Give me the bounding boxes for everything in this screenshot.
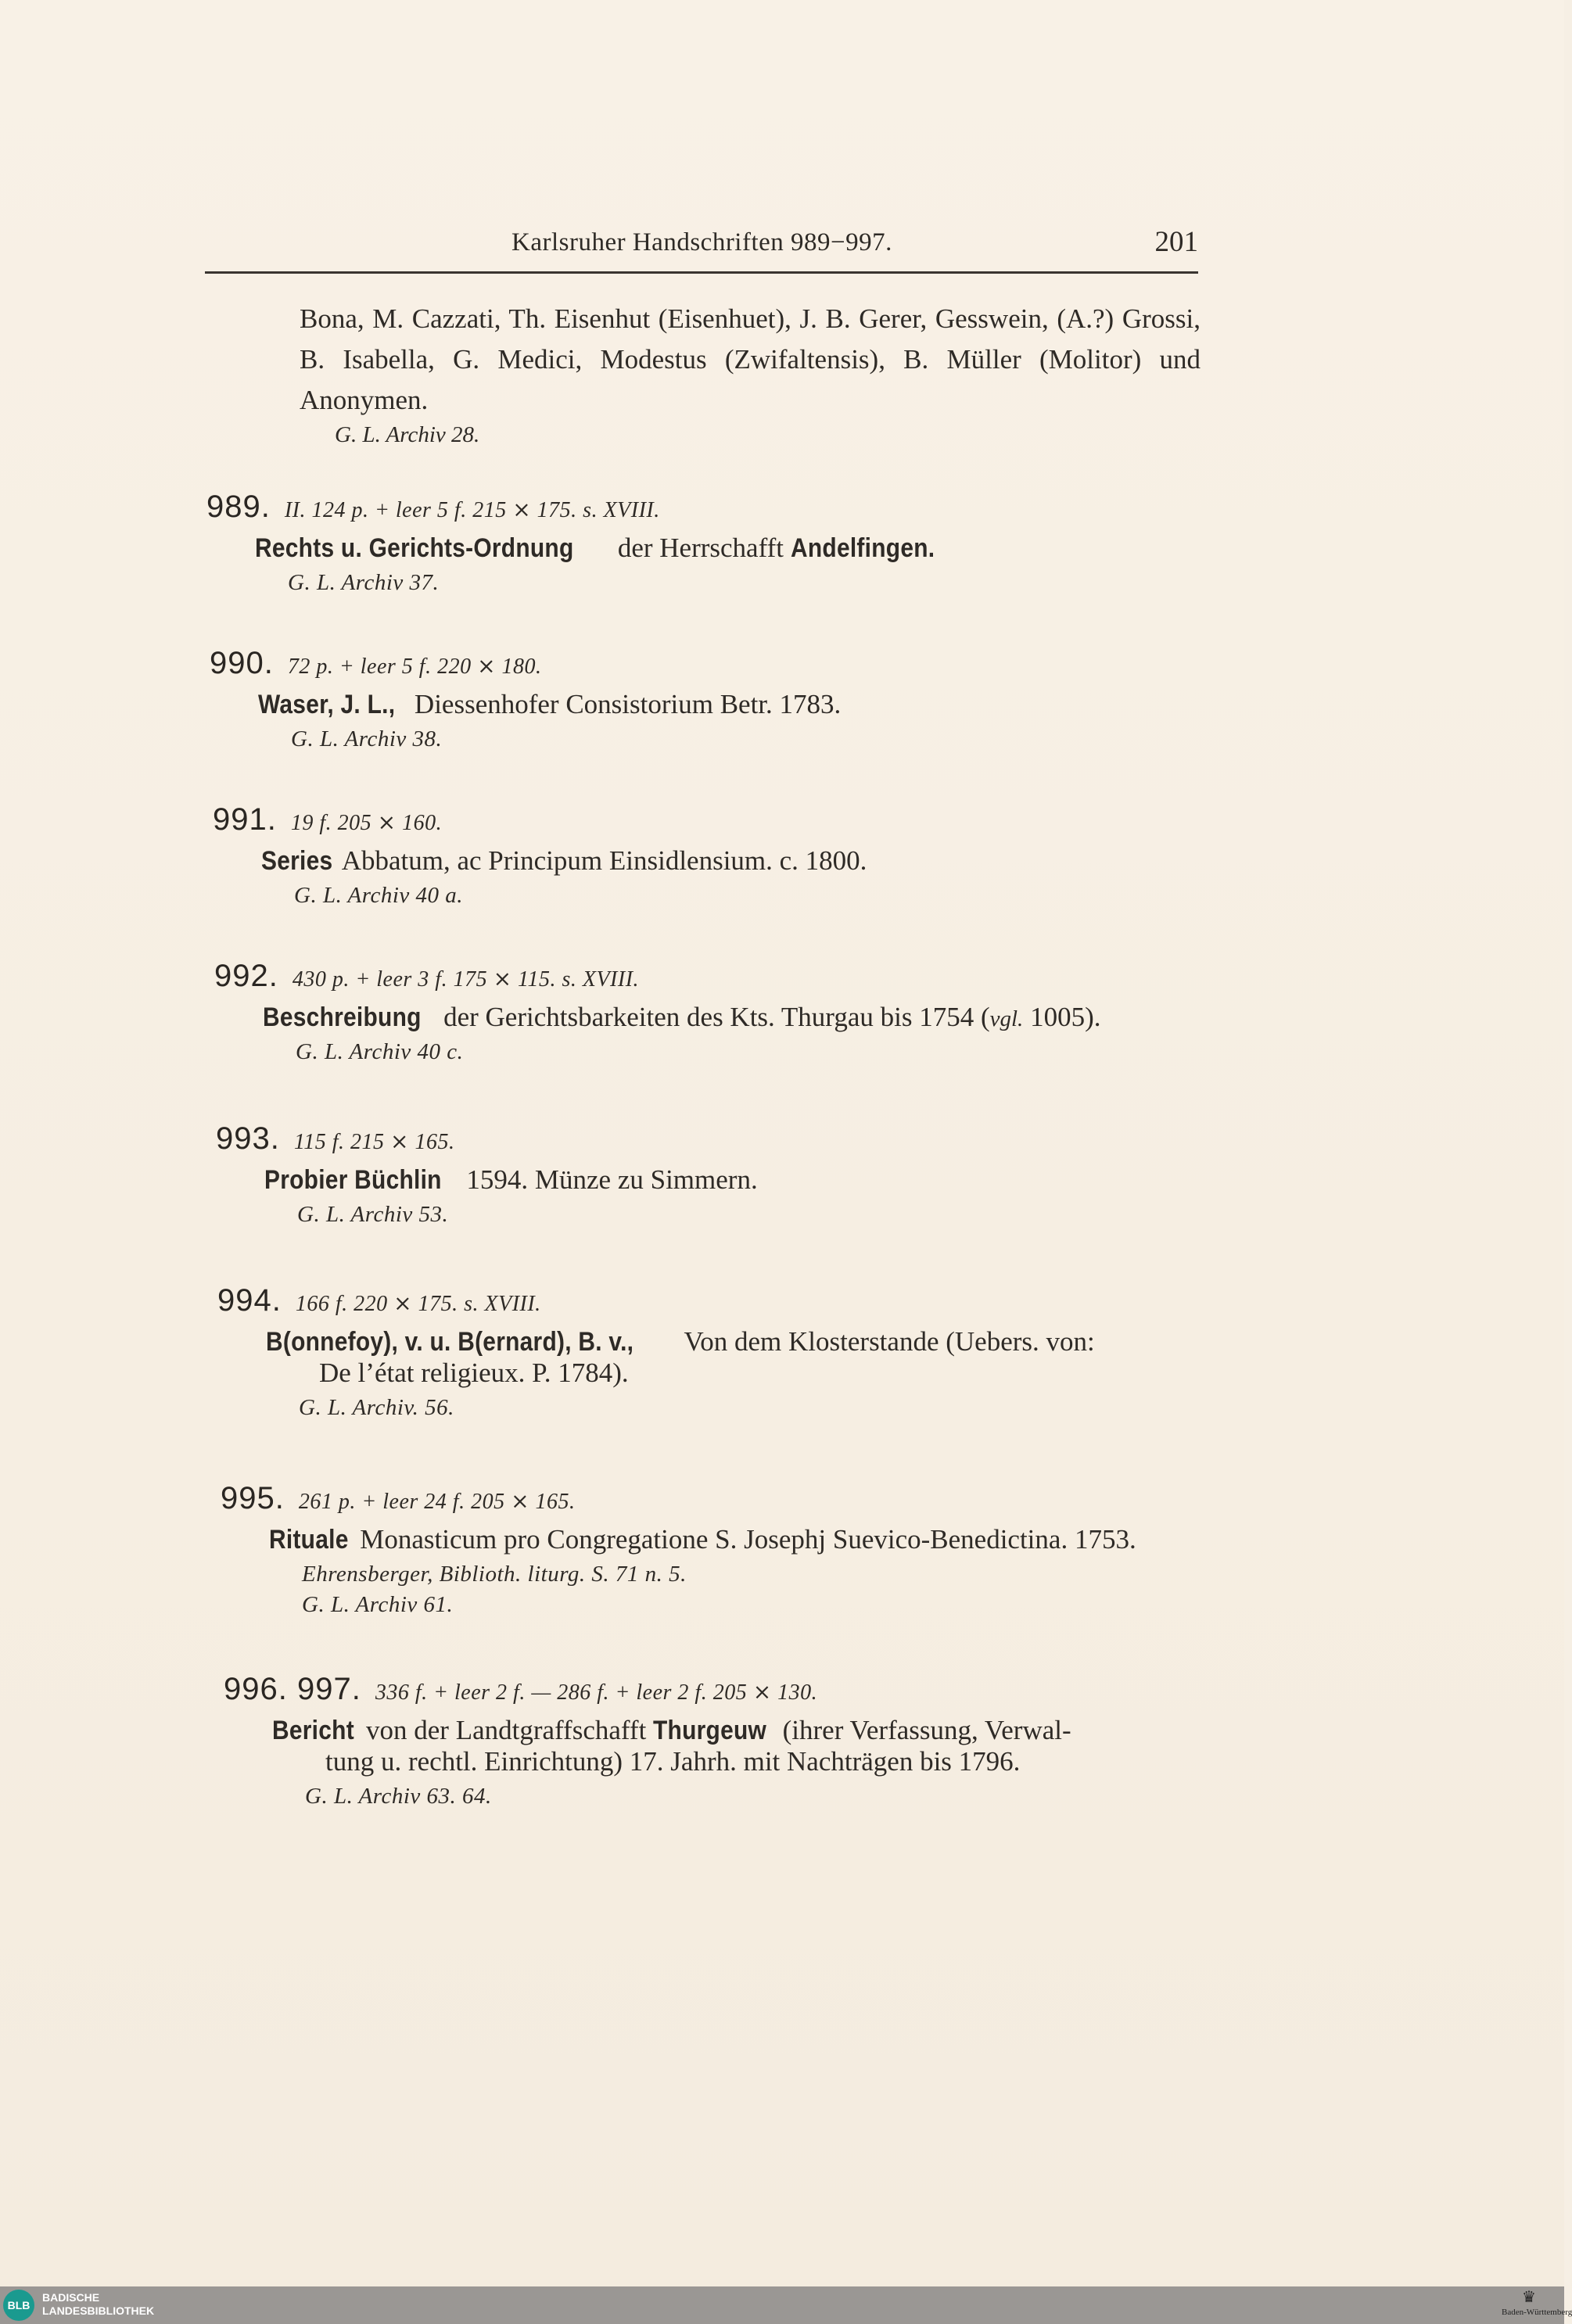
entry-title <box>269 1524 1136 1555</box>
entry-title-bold-2: Andelfingen. <box>790 533 935 563</box>
entry-number: 994. <box>217 1283 282 1318</box>
catalog-entry-995 <box>221 1481 1136 1618</box>
entry-collation: 72 p. + leer 5 f. 220 ⨯ 180. <box>287 655 542 679</box>
catalog-entry-993 <box>216 1121 758 1228</box>
entry-title-text: von der Landtgraffschafft <box>359 1715 654 1745</box>
entry-title-continuation: tung u. rechtl. Einrichtung) 17. Jahrh. mit Nachträgen bis 1796. <box>325 1746 1021 1777</box>
entry-number: 996. 997. <box>224 1672 361 1706</box>
entry-reference: G. L. Archiv 38. <box>291 726 443 751</box>
catalog-entry-991 <box>213 802 867 909</box>
entry-number: 989. <box>206 490 271 524</box>
continuation-text: Bona, M. Cazzati, Th. Eisenhut (Eisenhuet), J. B. Gerer, Gesswein, (A.?) Grossi, B. Isabella, G. Medici, Modestus (Zwifaltensis), B. Müller (Molitor) und Anonymen. <box>300 303 1201 415</box>
catalog-entry-994 <box>217 1283 1095 1421</box>
entry-number: 990. <box>210 646 274 680</box>
entry-title-bold: B(onnefoy), v. u. B(ernard), B. v., <box>266 1327 634 1357</box>
entry-title-italic: vgl. <box>989 1006 1024 1031</box>
catalog-entry-996-997 <box>224 1672 1071 1809</box>
entry-title-text-2: 1005). <box>1023 1002 1101 1032</box>
entry-title-text: der Herrschafft <box>611 533 791 563</box>
entry-title-text-2: (ihrer Verfassung, Verwal- <box>775 1715 1071 1745</box>
entry-reference: G. L. Archiv 61. <box>302 1592 454 1617</box>
entry-reference: G. L. Archiv 63. 64. <box>305 1784 492 1809</box>
blb-logo-icon: BLB <box>3 2290 34 2321</box>
viewer-footer-bar <box>0 2286 1572 2324</box>
entry-title-bold: Beschreibung <box>263 1002 422 1032</box>
entry-collation: 336 f. + leer 2 f. — 286 f. + leer 2 f. 205 ⨯ 130. <box>375 1680 818 1705</box>
entry-title <box>255 533 948 564</box>
entry-number: 995. <box>221 1481 285 1515</box>
entry-collation: II. 124 p. + leer 5 f. 215 ⨯ 175. s. XVIII. <box>284 498 660 522</box>
catalog-entry-989 <box>206 490 948 596</box>
entry-reference: G. L. Archiv 53. <box>297 1202 449 1227</box>
entry-header <box>221 1481 1136 1516</box>
entry-title-bold: Rituale <box>269 1525 349 1555</box>
entry-header <box>217 1283 1095 1318</box>
entry-title-bold: Waser, J. L., <box>258 690 396 719</box>
entry-title-bold: Rechts u. Gerichts-Ordnung <box>255 533 574 563</box>
entry-title-bold: Probier Büchlin <box>264 1165 442 1195</box>
entry-title-text: Diessenhofer Consistorium Betr. 1783. <box>407 689 842 719</box>
entry-title-bold-2: Thurgeuw <box>653 1716 767 1745</box>
entry-title <box>266 1326 1095 1389</box>
entry-header <box>213 802 867 837</box>
running-title: Karlsruher Handschriften 989−997. <box>511 228 892 256</box>
entry-title <box>261 845 867 877</box>
entry-title-text: Monasticum pro Congregatione S. Josephj Suevico-Benedictina. 1753. <box>353 1524 1136 1555</box>
entry-header <box>214 959 1100 994</box>
entry-collation: 115 f. 215 ⨯ 165. <box>293 1130 455 1154</box>
entry-title-bold: Series <box>261 846 333 876</box>
entry-title <box>263 1002 1100 1033</box>
entry-title-text: Von dem Klosterstande (Uebers. von: <box>677 1326 1095 1357</box>
entry-title <box>258 689 841 720</box>
entry-title-text: 1594. Münze zu Simmern. <box>459 1164 758 1195</box>
entry-reference: G. L. Archiv. 56. <box>299 1395 454 1420</box>
entry-title-bold: Bericht <box>272 1716 354 1745</box>
entry-collation: 166 f. 220 ⨯ 175. s. XVIII. <box>295 1292 541 1316</box>
entry-collation: 261 p. + leer 24 f. 205 ⨯ 165. <box>298 1490 576 1514</box>
continuation-reference: G. L. Archiv 28. <box>335 422 480 447</box>
entry-number: 991. <box>213 802 277 837</box>
library-name-line-2: LANDESBIBLIOTHEK <box>42 2304 155 2317</box>
entry-header <box>210 646 841 681</box>
catalog-entry-990 <box>210 646 841 752</box>
crest-icon: ♛ <box>1522 2289 1536 2306</box>
header-rule <box>205 271 1198 274</box>
entry-number: 992. <box>214 959 278 993</box>
entry-reference: G. L. Archiv 37. <box>288 570 440 595</box>
running-head <box>205 228 1198 269</box>
entry-header <box>216 1121 758 1157</box>
entry-header <box>206 490 948 525</box>
catalog-entry-992 <box>214 959 1100 1065</box>
entry-title-continuation: De l’état religieux. P. 1784). <box>319 1357 629 1388</box>
entry-title-text: der Gerichtsbarkeiten des Kts. Thurgau bis 1754 ( <box>436 1002 990 1032</box>
entry-title <box>264 1164 758 1196</box>
library-name-line-1: BADISCHE <box>42 2291 100 2304</box>
entry-title <box>272 1715 1071 1777</box>
entry-literature-reference: Ehrensberger, Biblioth. liturg. S. 71 n. 5. <box>302 1562 687 1587</box>
entry-title-text: Abbatum, ac Principum Einsidlensium. c. 1800. <box>336 845 867 876</box>
entry-number: 993. <box>216 1121 280 1156</box>
state-label: Baden-Württemberg <box>1502 2308 1572 2317</box>
library-name <box>42 2291 154 2318</box>
entry-collation: 430 p. + leer 3 f. 175 ⨯ 115. s. XVIII. <box>292 967 640 992</box>
entry-collation: 19 f. 205 ⨯ 160. <box>290 811 443 835</box>
entry-reference: G. L. Archiv 40 a. <box>294 883 464 908</box>
baden-wuerttemberg-logo <box>1502 2288 1572 2322</box>
entry-reference: G. L. Archiv 40 c. <box>296 1039 464 1064</box>
page-number: 201 <box>1154 226 1198 258</box>
entry-header <box>224 1672 1071 1707</box>
